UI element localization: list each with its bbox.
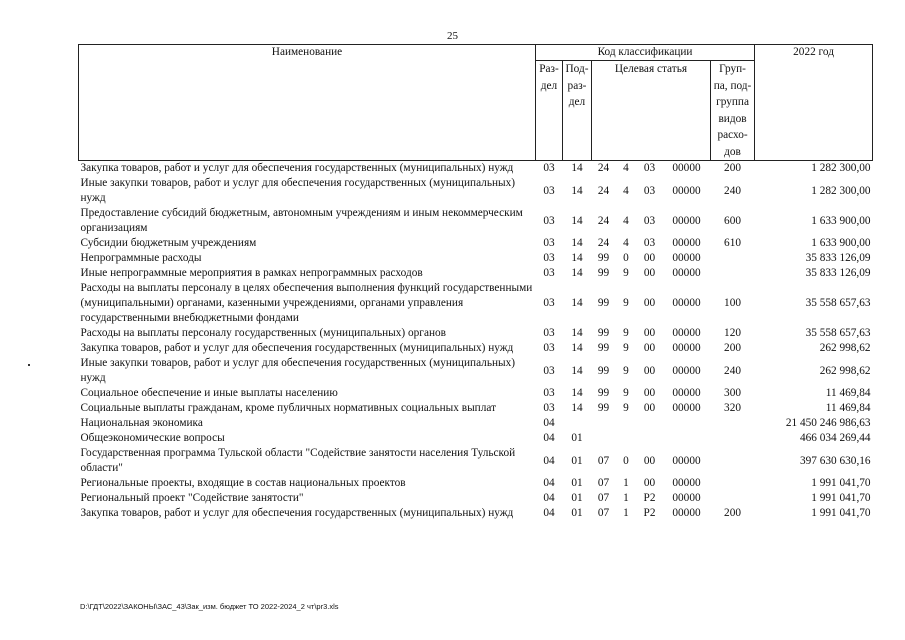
row-amount: 21 450 246 986,63: [785, 417, 871, 429]
table-row: [79, 386, 873, 401]
row-target-direction: 00000: [672, 492, 701, 504]
row-podrazdel: 14: [571, 162, 583, 174]
row-podrazdel: 14: [571, 364, 583, 377]
table-row: [79, 416, 873, 431]
row-name: Национальная экономика: [80, 417, 203, 429]
row-target-subprogram: 4: [623, 214, 629, 227]
file-path-footer: D:\ГДТ\2022\ЗАКОНЫ\ЗАС_43\Зак_изм. бюджет ТО 2022-2024_2 чт\pr3.xls: [80, 602, 339, 611]
page-number: 25: [447, 30, 458, 42]
row-name: Общеэкономические вопросы: [80, 432, 225, 444]
row-expense-group: [711, 266, 755, 281]
row-name: Непрограммные расходы: [80, 252, 202, 264]
table-row: [79, 161, 873, 177]
row-expense-group: 600: [724, 214, 741, 227]
row-target-item: 03: [643, 184, 656, 197]
table-row: [79, 281, 873, 326]
table-row: [79, 401, 873, 416]
row-target-direction: 00000: [672, 364, 701, 377]
row-razdel: 04: [543, 417, 555, 429]
row-target-direction: 00000: [672, 252, 701, 264]
row-name: Предоставление субсидий бюджетным, автономным учреждениям и иным некоммерческим организациям: [80, 207, 523, 234]
row-target-program: 99: [597, 297, 610, 309]
row-target-direction: [663, 416, 711, 431]
row-target-program: [592, 431, 616, 446]
row-expense-group: [711, 251, 755, 266]
row-expense-group: 610: [724, 237, 741, 249]
header-group: Груп- па, под- группа видов расхо- дов: [711, 61, 755, 161]
table-row: [79, 251, 873, 266]
table-row: [79, 356, 873, 386]
row-amount: 35 558 657,63: [805, 297, 871, 309]
row-podrazdel: 01: [571, 492, 583, 504]
row-target-direction: 00000: [672, 477, 701, 489]
row-target-program: 99: [597, 342, 610, 354]
row-target-program: 99: [597, 364, 610, 377]
row-target-program: 99: [597, 387, 610, 399]
row-target-program: [592, 416, 616, 431]
row-name: Закупка товаров, работ и услуг для обеспечения государственных (муниципальных) нужд: [80, 507, 514, 519]
row-expense-group: 200: [724, 342, 741, 354]
row-target-direction: 00000: [672, 387, 701, 399]
row-target-direction: [663, 431, 711, 446]
row-target-program: 99: [597, 267, 610, 279]
row-podrazdel: 01: [571, 507, 583, 519]
row-razdel: 04: [543, 477, 555, 489]
row-target-direction: 00000: [672, 214, 701, 227]
row-expense-group: 240: [724, 364, 741, 377]
header-year: 2022 год: [755, 45, 873, 161]
row-name: Закупка товаров, работ и услуг для обеспечения государственных (муниципальных) нужд: [80, 342, 514, 354]
row-target-item: 00: [643, 387, 656, 399]
row-podrazdel: 14: [571, 237, 583, 249]
row-amount: 1 991 041,70: [811, 507, 871, 519]
row-podrazdel: 14: [571, 252, 583, 264]
row-target-subprogram: 9: [623, 267, 629, 279]
row-target-subprogram: 9: [623, 327, 629, 339]
row-target-item: P2: [643, 507, 656, 519]
row-expense-group: 300: [724, 387, 741, 399]
header-target: Целевая статья: [592, 61, 711, 161]
row-amount: 1 633 900,00: [811, 214, 871, 227]
row-razdel: 03: [543, 252, 555, 264]
row-name: Иные непрограммные мероприятия в рамках непрограммных расходов: [80, 267, 423, 279]
row-name: Социальное обеспечение и иные выплаты населению: [80, 387, 338, 399]
row-podrazdel: 14: [571, 387, 583, 399]
row-target-item: [637, 416, 663, 431]
header-podrazdel: Под- раз- дел: [563, 61, 592, 161]
row-target-program: 07: [597, 507, 610, 519]
row-target-subprogram: 1: [623, 507, 629, 519]
row-amount: 397 630 630,16: [799, 454, 871, 467]
table-row: [79, 341, 873, 356]
row-expense-group: 100: [724, 297, 741, 309]
header-code: Код классификации: [536, 45, 755, 61]
row-amount: 11 469,84: [825, 387, 871, 399]
row-target-direction: 00000: [672, 162, 701, 174]
row-target-item: P2: [643, 492, 656, 504]
row-target-subprogram: [616, 431, 637, 446]
row-amount: 1 282 300,00: [811, 184, 871, 197]
scan-dot: [28, 364, 30, 366]
row-podrazdel: 01: [571, 454, 583, 467]
row-amount: 1 282 300,00: [811, 162, 871, 174]
row-target-item: 00: [643, 477, 656, 489]
row-target-program: 07: [597, 492, 610, 504]
header-name: Наименование: [79, 45, 536, 161]
row-target-subprogram: 1: [623, 492, 629, 504]
table-row: [79, 476, 873, 491]
table-row: [79, 506, 873, 521]
row-name: Субсидии бюджетным учреждениям: [80, 237, 257, 249]
row-target-direction: 00000: [672, 184, 701, 197]
row-target-program: 24: [597, 237, 610, 249]
table-row: [79, 176, 873, 206]
row-expense-group: 200: [724, 507, 741, 519]
row-name: Расходы на выплаты персоналу в целях обеспечения выполнения функций государственными (муниципальными) органами, казенными учреждениями, органами управления государственными внебюджетными фондами: [80, 282, 533, 324]
row-amount: 1 991 041,70: [811, 477, 871, 489]
row-podrazdel: 14: [571, 342, 583, 354]
row-name: Иные закупки товаров, работ и услуг для обеспечения государственных (муниципальных) нужд: [80, 177, 516, 204]
row-expense-group: 240: [724, 184, 741, 197]
row-target-subprogram: 9: [623, 387, 629, 399]
row-amount: 262 998,62: [819, 342, 871, 354]
row-expense-group: [711, 431, 755, 446]
row-razdel: 04: [543, 507, 555, 519]
row-razdel: 03: [543, 267, 555, 279]
row-target-direction: 00000: [672, 342, 701, 354]
row-name: Иные закупки товаров, работ и услуг для обеспечения государственных (муниципальных) нужд: [80, 357, 516, 384]
row-target-item: 00: [643, 342, 656, 354]
row-target-item: 03: [643, 214, 656, 227]
row-target-program: 07: [597, 477, 610, 489]
row-expense-group: [711, 416, 755, 431]
row-name: Расходы на выплаты персоналу государственных (муниципальных) органов: [80, 327, 446, 339]
row-target-program: 24: [597, 214, 610, 227]
row-target-subprogram: 9: [623, 342, 629, 354]
budget-table: [78, 44, 873, 521]
row-target-item: 00: [643, 297, 656, 309]
row-expense-group: [711, 476, 755, 491]
row-expense-group: [711, 446, 755, 476]
row-amount: 35 833 126,09: [805, 267, 871, 279]
row-target-subprogram: 1: [623, 477, 629, 489]
row-target-subprogram: 4: [623, 162, 629, 174]
row-expense-group: 200: [724, 162, 741, 174]
row-target-item: 03: [643, 237, 656, 249]
row-amount: 35 833 126,09: [805, 252, 871, 264]
row-name: Региональный проект "Содействие занятости": [80, 492, 304, 504]
row-razdel: 03: [543, 184, 555, 197]
row-podrazdel: 01: [571, 477, 583, 489]
row-target-direction: 00000: [672, 402, 701, 414]
row-target-subprogram: 9: [623, 402, 629, 414]
row-target-program: 24: [597, 162, 610, 174]
row-target-program: 99: [597, 402, 610, 414]
row-name: Закупка товаров, работ и услуг для обеспечения государственных (муниципальных) нужд: [80, 162, 514, 174]
row-target-item: 00: [643, 327, 656, 339]
table-row: [79, 236, 873, 251]
row-expense-group: 320: [724, 402, 741, 414]
row-razdel: 03: [543, 342, 555, 354]
row-razdel: 03: [543, 364, 555, 377]
row-target-item: 00: [643, 402, 656, 414]
row-name: Социальные выплаты гражданам, кроме публичных нормативных социальных выплат: [80, 402, 497, 414]
row-target-direction: 00000: [672, 267, 701, 279]
table-row: [79, 266, 873, 281]
row-podrazdel: [563, 416, 592, 431]
row-target-program: 99: [597, 252, 610, 264]
row-razdel: 03: [543, 214, 555, 227]
table-row: [79, 431, 873, 446]
row-razdel: 03: [543, 297, 555, 309]
row-target-direction: 00000: [672, 454, 701, 467]
row-target-program: 99: [597, 327, 610, 339]
row-target-program: 24: [597, 184, 610, 197]
table-row: [79, 326, 873, 341]
row-podrazdel: 14: [571, 184, 583, 197]
row-target-program: 07: [597, 454, 610, 467]
row-target-direction: 00000: [672, 297, 701, 309]
row-podrazdel: 14: [571, 214, 583, 227]
row-razdel: 04: [543, 454, 555, 467]
row-razdel: 03: [543, 387, 555, 399]
row-target-direction: 00000: [672, 327, 701, 339]
row-amount: 35 558 657,63: [805, 327, 871, 339]
row-razdel: 03: [543, 237, 555, 249]
row-podrazdel: 14: [571, 327, 583, 339]
row-target-subprogram: 4: [623, 237, 629, 249]
row-podrazdel: 14: [571, 402, 583, 414]
row-target-subprogram: 9: [623, 364, 629, 377]
row-target-item: 00: [643, 252, 656, 264]
row-target-direction: 00000: [672, 507, 701, 519]
table-row: [79, 446, 873, 476]
row-target-subprogram: 0: [623, 454, 629, 467]
table-row: [79, 491, 873, 506]
row-podrazdel: 01: [571, 432, 583, 444]
row-target-item: 00: [643, 364, 656, 377]
row-razdel: 03: [543, 327, 555, 339]
row-expense-group: [711, 491, 755, 506]
row-target-item: 03: [643, 162, 656, 174]
table-row: [79, 206, 873, 236]
row-name: Региональные проекты, входящие в состав национальных проектов: [80, 477, 406, 489]
row-amount: 262 998,62: [819, 364, 871, 377]
row-target-subprogram: 0: [623, 252, 629, 264]
row-target-item: 00: [643, 267, 656, 279]
row-amount: 466 034 269,44: [799, 432, 871, 444]
row-podrazdel: 14: [571, 267, 583, 279]
row-target-item: [637, 431, 663, 446]
row-target-subprogram: 9: [623, 297, 629, 309]
row-razdel: 04: [543, 492, 555, 504]
row-target-direction: 00000: [672, 237, 701, 249]
row-target-item: 00: [643, 454, 656, 467]
row-amount: 1 991 041,70: [811, 492, 871, 504]
row-razdel: 03: [543, 162, 555, 174]
row-razdel: 04: [543, 432, 555, 444]
row-expense-group: 120: [724, 327, 741, 339]
header-razdel: Раз- дел: [536, 61, 563, 161]
row-amount: 11 469,84: [825, 402, 871, 414]
row-razdel: 03: [543, 402, 555, 414]
row-target-subprogram: [616, 416, 637, 431]
row-podrazdel: 14: [571, 297, 583, 309]
row-amount: 1 633 900,00: [811, 237, 871, 249]
row-name: Государственная программа Тульской области "Содействие занятости населения Тульской области": [80, 447, 516, 474]
row-target-subprogram: 4: [623, 184, 629, 197]
